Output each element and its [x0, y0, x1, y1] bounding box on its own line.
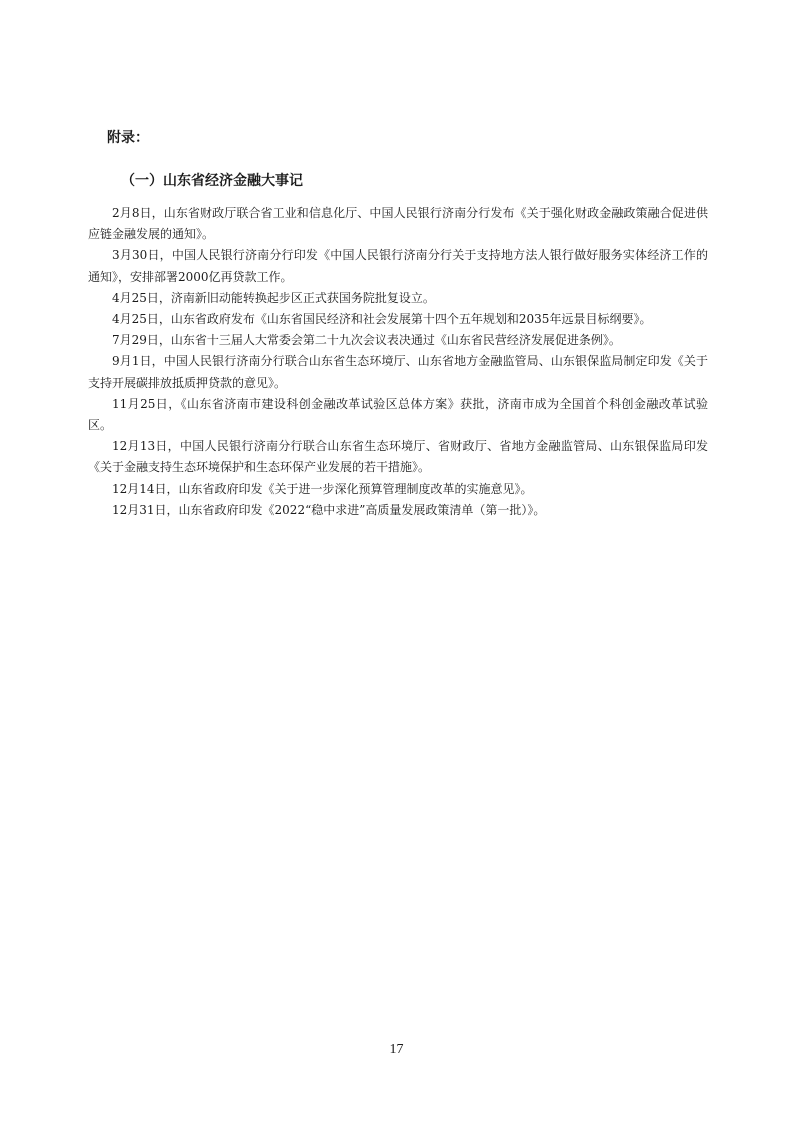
section-title: （一）山东省经济金融大事记 [121, 173, 303, 189]
event-paragraph: 12月31日，山东省政府印发《2022“稳中求进”高质量发展政策清单（第一批）》。 [112, 502, 546, 517]
events-list [88, 203, 708, 521]
event-paragraph: 4月25日，山东省政府发布《山东省国民经济和社会发展第十四个五年规划和2035年远景目标纲要》。 [112, 312, 652, 327]
event-paragraph: 11月25日，《山东省济南市建设科创金融改革试验区总体方案》获批，济南市成为全国首个科创金融改革试验区。 [88, 396, 708, 433]
event-paragraph: 4月25日，济南新旧动能转换起步区正式获国务院批复设立。 [112, 290, 435, 305]
event-paragraph: 3月30日，中国人民银行济南分行印发《中国人民银行济南分行关于支持地方法人银行做好服务实体经济工作的通知》，安排部署2000亿再贷款工作。 [88, 248, 708, 284]
event-paragraph: 12月13日，中国人民银行济南分行联合山东省生态环境厅、省财政厅、省地方金融监管局、山东银保监局印发《关于金融支持生态环境保护和生态环保产业发展的若干措施》。 [88, 439, 708, 475]
appendix-label: 附录： [107, 130, 149, 146]
page-number: 17 [389, 1042, 404, 1057]
event-paragraph: 12月14日，山东省政府印发《关于进一步深化预算管理制度改革的实施意见》。 [112, 481, 533, 496]
event-paragraph: 9月1日，中国人民银行济南分行联合山东省生态环境厅、山东省地方金融监管局、山东银保监局制定印发《关于支持开展碳排放抵质押贷款的意见》。 [88, 354, 708, 390]
event-paragraph: 7月29日，山东省十三届人大常委会第二十九次会议表决通过《山东省民营经济发展促进条例》。 [112, 333, 621, 348]
event-paragraph: 2月8日，山东省财政厅联合省工业和信息化厅、中国人民银行济南分行发布《关于强化财政金融政策融合促进供应链金融发展的通知》。 [88, 206, 708, 242]
